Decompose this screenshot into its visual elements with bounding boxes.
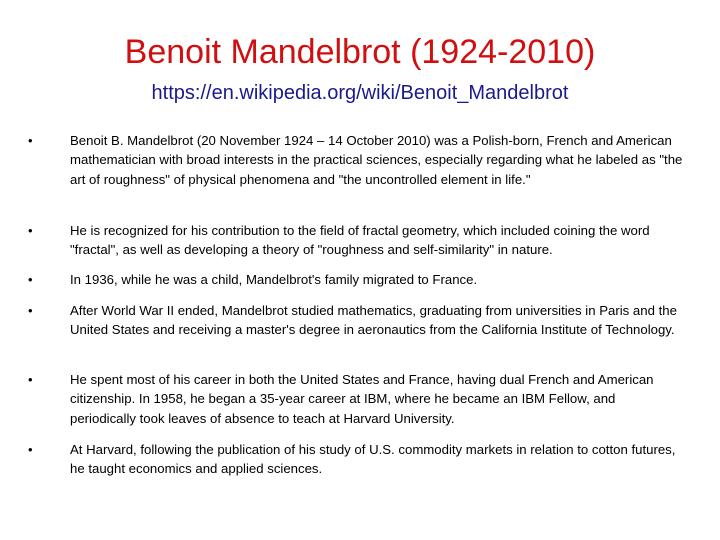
bullet-text: In 1936, while he was a child, Mandelbrot's family migrated to France. (70, 272, 478, 287)
source-url: https://en.wikipedia.org/wiki/Benoit_Mandelbrot (151, 82, 569, 104)
bullet-text: Benoit B. Mandelbrot (20 November 1924 – 14 October 2010) was a Polish-born, French and American mathematician with broad interests in the practical sciences, especially regarding what he labeled as "the art of roughness" of physical phenomena and "the uncontrolled element in life." (70, 133, 683, 187)
slide-title: Benoit Mandelbrot (1924-2010) (124, 33, 596, 71)
bullet-dot: • (28, 223, 33, 238)
bullet-dot: • (28, 133, 33, 148)
bullet-dot: • (28, 272, 33, 287)
bullet-dot: • (28, 442, 33, 457)
bullet-dot: • (28, 303, 33, 318)
bullet-text: At Harvard, following the publication of his study of U.S. commodity markets in relation to cotton futures, he taught economics and applied sciences. (70, 442, 676, 477)
bullet-text: He is recognized for his contribution to the field of fractal geometry, which included coining the word "fractal", as well as developing a theory of "roughness and self-similarity" in nature. (70, 223, 650, 258)
bullet-text: After World War II ended, Mandelbrot studied mathematics, graduating from universities in Paris and the United States and receiving a master's degree in aeronautics from the California Institute of Technology. (70, 303, 677, 338)
bullet-text: He spent most of his career in both the United States and France, having dual French and American citizenship. In 1958, he began a 35-year career at IBM, where he became an IBM Fellow, and periodically took leaves of absence to teach at Harvard University. (70, 372, 654, 426)
bullet-dot: • (28, 372, 33, 387)
